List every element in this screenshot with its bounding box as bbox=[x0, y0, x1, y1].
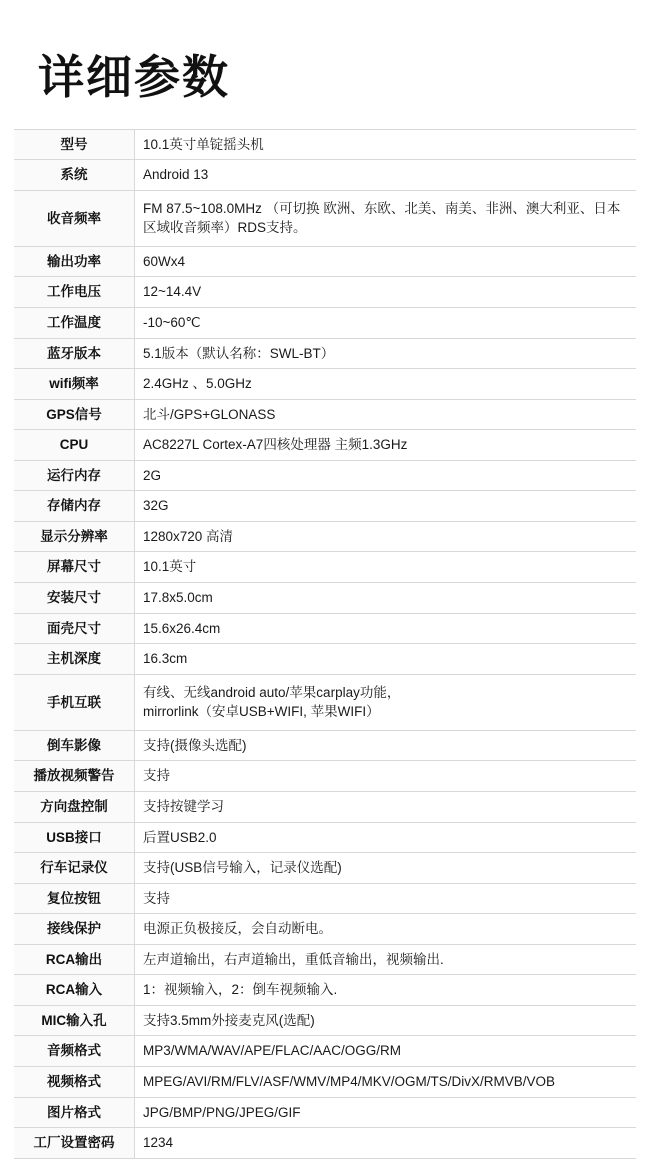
spec-value: 2G bbox=[143, 467, 162, 483]
spec-label: 面壳尺寸 bbox=[14, 613, 135, 644]
spec-label: 工作温度 bbox=[14, 307, 135, 338]
spec-label: 型号 bbox=[14, 129, 135, 160]
table-row bbox=[14, 246, 636, 277]
table-row bbox=[14, 1128, 636, 1159]
table-row bbox=[14, 914, 636, 945]
spec-value: AC8227L Cortex-A7四核处理器 主频1.3GHz bbox=[143, 437, 408, 453]
spec-label: 收音频率 bbox=[14, 190, 135, 246]
table-row bbox=[14, 583, 636, 614]
spec-label: 系统 bbox=[14, 160, 135, 191]
specifications-table bbox=[14, 129, 636, 1159]
table-row bbox=[14, 1005, 636, 1036]
spec-label: 视频格式 bbox=[14, 1067, 135, 1098]
spec-label: 工作电压 bbox=[14, 277, 135, 308]
table-row bbox=[14, 761, 636, 792]
spec-label: 手机互联 bbox=[14, 674, 135, 730]
spec-value: 北斗/GPS+GLONASS bbox=[143, 406, 276, 422]
table-row bbox=[14, 430, 636, 461]
spec-label: 图片格式 bbox=[14, 1097, 135, 1128]
table-row bbox=[14, 674, 636, 730]
spec-label: 主机深度 bbox=[14, 644, 135, 675]
spec-value: FM 87.5~108.0MHz （可切换 欧洲、东欧、北美、南美、非洲、澳大利亚、日本 区域收音频率）RDS支持。 bbox=[143, 200, 621, 236]
table-row bbox=[14, 521, 636, 552]
spec-label: 屏幕尺寸 bbox=[14, 552, 135, 583]
table-row bbox=[14, 644, 636, 675]
table-row bbox=[14, 1067, 636, 1098]
spec-value: 32G bbox=[143, 498, 169, 514]
spec-value: 16.3cm bbox=[143, 651, 188, 667]
spec-value bbox=[135, 674, 637, 730]
table-row bbox=[14, 338, 636, 369]
spec-value: 5.1版本（默认名称：SWL-BT） bbox=[143, 345, 335, 361]
spec-label: 音频格式 bbox=[14, 1036, 135, 1067]
table-row bbox=[14, 944, 636, 975]
spec-value: 1234 bbox=[143, 1135, 174, 1151]
spec-label: 播放视频警告 bbox=[14, 761, 135, 792]
table-row bbox=[14, 791, 636, 822]
spec-value: 支持(USB信号输入，记录仪选配) bbox=[143, 860, 342, 876]
spec-value: 10.1英寸 bbox=[143, 559, 197, 575]
spec-label: 蓝牙版本 bbox=[14, 338, 135, 369]
spec-label: wifi频率 bbox=[14, 369, 135, 400]
specifications-table-body bbox=[14, 129, 636, 1158]
spec-label: 接线保护 bbox=[14, 914, 135, 945]
table-row bbox=[14, 460, 636, 491]
table-row bbox=[14, 853, 636, 884]
table-row bbox=[14, 730, 636, 761]
spec-label: 复位按钮 bbox=[14, 883, 135, 914]
table-row bbox=[14, 491, 636, 522]
spec-label: 行车记录仪 bbox=[14, 853, 135, 884]
spec-value: 支持按键学习 bbox=[143, 798, 224, 814]
spec-label: USB接口 bbox=[14, 822, 135, 853]
spec-label: MIC输入孔 bbox=[14, 1005, 135, 1036]
spec-value: 后置USB2.0 bbox=[143, 829, 217, 845]
spec-value: 10.1英寸单锭摇头机 bbox=[143, 136, 264, 152]
spec-value: 电源正负极接反，会自动断电。 bbox=[143, 921, 332, 937]
table-row bbox=[14, 277, 636, 308]
spec-label: 安装尺寸 bbox=[14, 583, 135, 614]
spec-value: MP3/WMA/WAV/APE/FLAC/AAC/OGG/RM bbox=[143, 1043, 402, 1059]
table-row bbox=[14, 1097, 636, 1128]
spec-label: 倒车影像 bbox=[14, 730, 135, 761]
table-row bbox=[14, 975, 636, 1006]
spec-value: MPEG/AVI/RM/FLV/ASF/WMV/MP4/MKV/OGM/TS/DivX/RMVB/VOB bbox=[143, 1074, 556, 1090]
spec-label: GPS信号 bbox=[14, 399, 135, 430]
table-row bbox=[14, 613, 636, 644]
spec-value: 支持 bbox=[143, 768, 170, 784]
spec-value: 60Wx4 bbox=[143, 253, 186, 269]
spec-label: 存储内存 bbox=[14, 491, 135, 522]
spec-label: 方向盘控制 bbox=[14, 791, 135, 822]
table-row bbox=[14, 307, 636, 338]
spec-value: 15.6x26.4cm bbox=[143, 620, 221, 636]
spec-value: 2.4GHz 、5.0GHz bbox=[143, 376, 252, 392]
spec-label: CPU bbox=[14, 430, 135, 461]
spec-value: 支持3.5mm外接麦克风(选配) bbox=[143, 1012, 315, 1028]
table-row bbox=[14, 1036, 636, 1067]
spec-value: JPG/BMP/PNG/JPEG/GIF bbox=[143, 1104, 301, 1120]
spec-value: 支持 bbox=[143, 890, 170, 906]
table-row bbox=[14, 399, 636, 430]
spec-label: 运行内存 bbox=[14, 460, 135, 491]
spec-value: 支持(摄像头选配) bbox=[143, 737, 247, 753]
spec-label: 显示分辨率 bbox=[14, 521, 135, 552]
table-row bbox=[14, 190, 636, 246]
table-row bbox=[14, 822, 636, 853]
table-row bbox=[14, 129, 636, 160]
table-row bbox=[14, 883, 636, 914]
spec-value: 12~14.4V bbox=[143, 284, 202, 300]
spec-value: -10~60℃ bbox=[143, 314, 201, 330]
table-row bbox=[14, 552, 636, 583]
spec-label: RCA输入 bbox=[14, 975, 135, 1006]
spec-value: 17.8x5.0cm bbox=[143, 590, 213, 606]
page-title: 详细参数 bbox=[38, 51, 230, 103]
spec-value-line: 有线、无线android auto/苹果carplay功能， bbox=[143, 684, 401, 700]
spec-value: 左声道输出，右声道输出，重低音输出，视频输出. bbox=[143, 951, 444, 967]
table-row bbox=[14, 160, 636, 191]
spec-label: 输出功率 bbox=[14, 246, 135, 277]
spec-value-line: mirrorlink（安卓USB+WIFI, 苹果WIFI） bbox=[143, 704, 380, 720]
spec-label: RCA输出 bbox=[14, 944, 135, 975]
spec-value: 1：视频输入，2：倒车视频输入. bbox=[143, 982, 338, 998]
spec-value: Android 13 bbox=[143, 167, 209, 183]
spec-value: 1280x720 高清 bbox=[143, 528, 234, 544]
spec-label: 工厂设置密码 bbox=[14, 1128, 135, 1159]
table-row bbox=[14, 369, 636, 400]
